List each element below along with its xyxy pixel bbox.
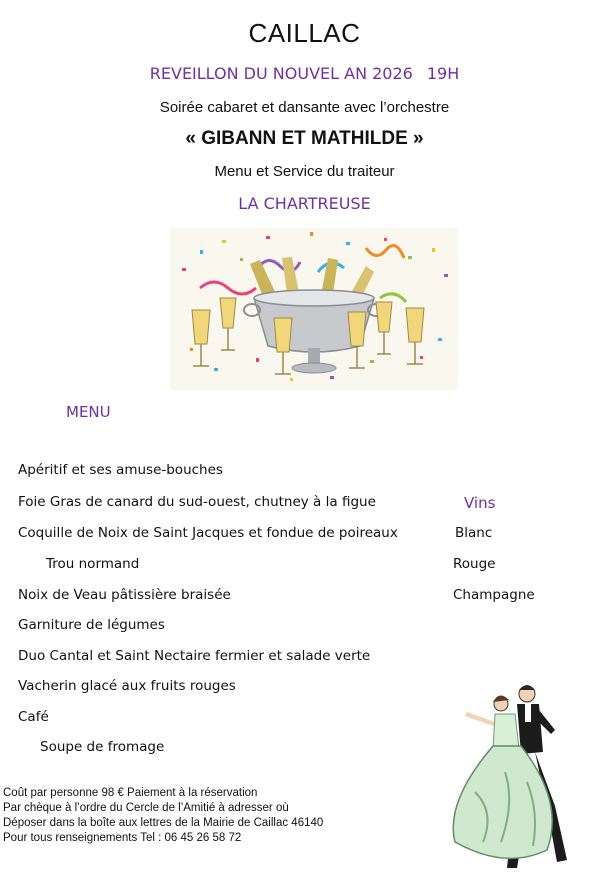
wine-rouge: Rouge: [453, 556, 496, 572]
caterer-name: LA CHARTREUSE: [238, 194, 371, 213]
deposit-line: Déposer dans la boîte aux lettres de la Mairie de Caillac 46140: [3, 817, 324, 829]
wine-champagne: Champagne: [453, 587, 535, 603]
cheque-line: Par chèque à l’ordre du Cercle de l’Amitié à adresser où: [3, 802, 289, 814]
menu-heading: MENU: [66, 403, 111, 421]
menu-item-cafe: Café: [18, 709, 49, 725]
menu-item-vacherin: Vacherin glacé aux fruits rouges: [18, 678, 236, 694]
champagne-illustration: [170, 228, 458, 390]
dancers-illustration: [435, 682, 607, 877]
price-line: Coût par personne 98 € Paiement à la réservation: [3, 787, 258, 799]
band-name: « GIBANN ET MATHILDE »: [185, 128, 424, 149]
menu-item-noix-de-veau: Noix de Veau pâtissière braisée: [18, 587, 231, 603]
menu-item-coquille: Coquille de Noix de Saint Jacques et fondue de poireaux: [18, 525, 398, 541]
event-time: 19H: [426, 64, 460, 83]
menu-item-foie-gras: Foie Gras de canard du sud-ouest, chutney à la figue: [18, 494, 376, 510]
menu-item-soupe-fromage: Soupe de fromage: [40, 739, 165, 755]
menu-item-garniture: Garniture de légumes: [18, 617, 165, 633]
event-subtitle: [0, 64, 609, 83]
menu-service-line: Menu et Service du traiteur: [214, 163, 395, 180]
menu-item-aperitif: Apéritif et ses amuse-bouches: [18, 462, 223, 478]
town-title: CAILLAC: [248, 18, 361, 48]
wines-heading: Vins: [464, 494, 496, 512]
wine-blanc: Blanc: [455, 525, 493, 541]
soiree-description: Soirée cabaret et dansante avec l’orchestre: [159, 99, 450, 116]
event-name: REVEILLON DU NOUVEL AN 2026: [149, 64, 413, 83]
menu-item-trou-normand: Trou normand: [46, 556, 140, 572]
menu-item-fromages: Duo Cantal et Saint Nectaire fermier et salade verte: [18, 648, 371, 664]
contact-line: Pour tous renseignements Tel : 06 45 26 58 72: [3, 832, 242, 844]
